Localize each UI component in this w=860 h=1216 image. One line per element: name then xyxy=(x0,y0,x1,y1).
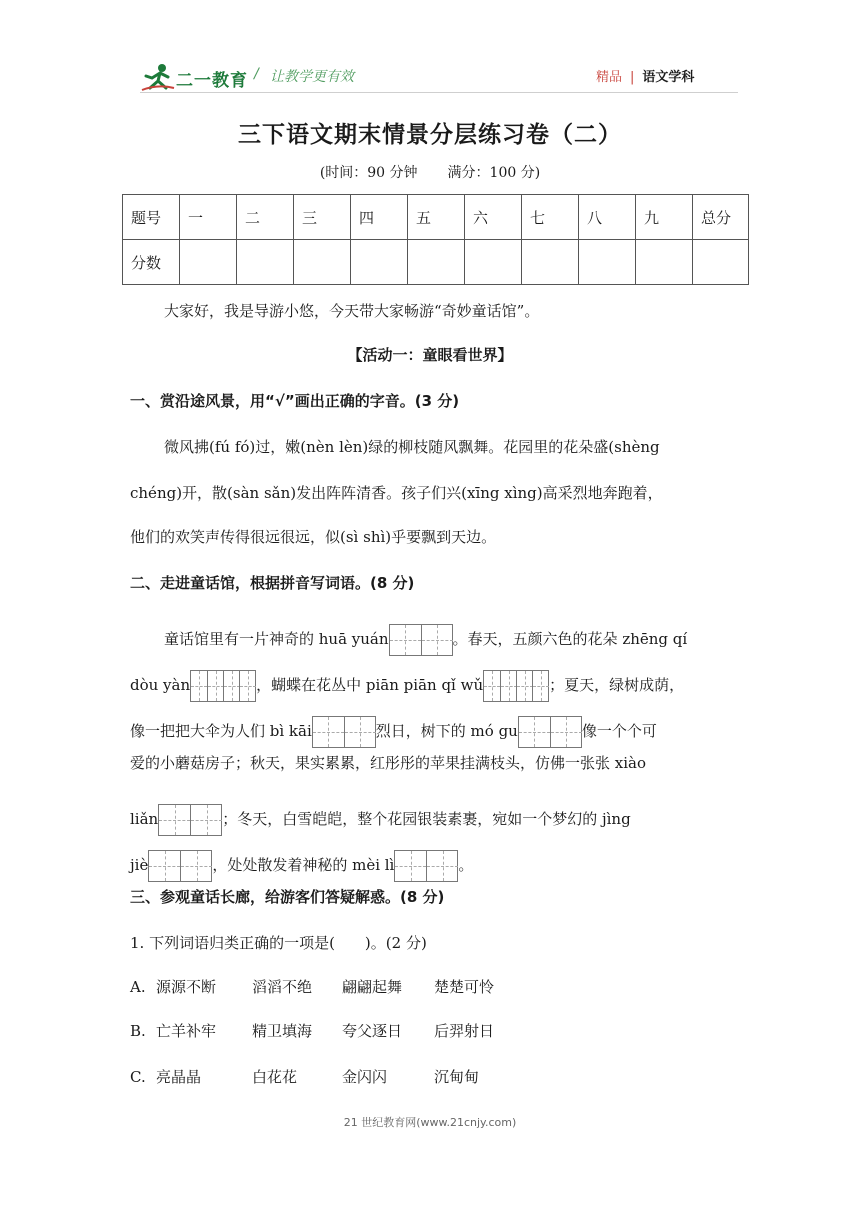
option-word: 沉甸甸 xyxy=(434,1068,480,1086)
exam-meta xyxy=(0,162,860,182)
page-title: 三下语文期末情景分层练习卷（二） xyxy=(238,122,622,148)
table-cell: 题号 xyxy=(123,195,180,240)
brand-name: 二一教育 xyxy=(176,71,248,91)
table-cell: 一 xyxy=(180,195,237,240)
header-separator: | xyxy=(630,70,635,85)
subject-tag: 语文学科 xyxy=(642,70,695,85)
q2-heading: 二、走进童话馆，根据拼音写词语。(8 分) xyxy=(130,574,415,592)
q2-line xyxy=(130,670,684,702)
q1-line: 微风拂(fú fó)过，嫩(nèn lèn)绿的柳枝随风飘舞。花园里的花朵盛(shèng xyxy=(164,438,660,456)
q3-option-a[interactable] xyxy=(130,976,494,997)
table-cell: 三 xyxy=(294,195,351,240)
q2-text: 童话馆里有一片神奇的 huā yuán xyxy=(164,630,389,648)
score-blank[interactable] xyxy=(693,240,749,285)
q1-line: 他们的欢笑声传得很远很远，似(sì shì)乎要飘到天边。 xyxy=(130,528,497,546)
option-word: 翩翩起舞 xyxy=(342,978,403,996)
option-word: 亮晶晶 xyxy=(156,1068,202,1086)
q2-text: 像一个个可 xyxy=(581,722,657,740)
score-blank[interactable] xyxy=(351,240,408,285)
brand-slash: / xyxy=(254,66,259,82)
q2-text: dòu yàn xyxy=(130,676,191,694)
q2-text: liǎn xyxy=(130,810,159,828)
option-word: 精卫填海 xyxy=(252,1022,313,1040)
score-blank[interactable] xyxy=(465,240,522,285)
exam-time: (时间：90 分钟 xyxy=(319,165,418,181)
score-table-score-row xyxy=(123,240,749,285)
answer-grid[interactable] xyxy=(190,670,256,702)
score-blank[interactable] xyxy=(237,240,294,285)
table-cell: 五 xyxy=(408,195,465,240)
q3-option-c[interactable] xyxy=(130,1066,479,1087)
exam-total-score: 满分：100 分) xyxy=(447,165,541,181)
answer-grid[interactable] xyxy=(483,670,549,702)
q2-line xyxy=(130,716,657,748)
runner-logo-icon xyxy=(140,62,176,92)
answer-grid[interactable] xyxy=(312,716,376,748)
table-cell: 四 xyxy=(351,195,408,240)
option-label: C. xyxy=(130,1068,146,1086)
option-word: 楚楚可怜 xyxy=(434,978,495,996)
table-cell: 二 xyxy=(237,195,294,240)
table-cell: 八 xyxy=(579,195,636,240)
table-cell: 总分 xyxy=(693,195,749,240)
activity-heading: 【活动一：童眼看世界】 xyxy=(347,346,513,364)
q2-line xyxy=(164,624,687,656)
q3-stem: 1. 下列词语归类正确的一项是( )。(2 分) xyxy=(130,934,427,952)
score-table-header-row xyxy=(123,195,749,240)
answer-grid[interactable] xyxy=(518,716,582,748)
q2-text: ；冬天，白雪皑皑，整个花园银装素裹，宛如一个梦幻的 jìng xyxy=(222,810,631,828)
q2-line xyxy=(130,804,631,836)
score-blank[interactable] xyxy=(579,240,636,285)
q2-text: 。春天，五颜六色的花朵 zhēng qí xyxy=(452,630,688,648)
table-cell: 分数 xyxy=(123,240,180,285)
score-table xyxy=(122,194,749,285)
brand-slogan: 让教学更有效 xyxy=(270,69,354,85)
q2-text: 像一把把大伞为人们 bì kāi xyxy=(130,722,312,740)
q2-text: ，处处散发着神秘的 mèi lì xyxy=(212,856,395,874)
score-blank[interactable] xyxy=(180,240,237,285)
option-word: 白花花 xyxy=(252,1068,298,1086)
q1-heading: 一、赏沿途风景，用“√”画出正确的字音。(3 分) xyxy=(130,392,460,410)
q3-option-b[interactable] xyxy=(130,1020,494,1041)
score-blank[interactable] xyxy=(294,240,351,285)
table-cell: 六 xyxy=(465,195,522,240)
option-label: A. xyxy=(130,978,146,996)
table-cell: 九 xyxy=(636,195,693,240)
header-tags xyxy=(596,66,694,85)
premium-tag: 精品 xyxy=(596,70,623,85)
q2-line: 爱的小蘑菇房子；秋天，果实累累，红彤彤的苹果挂满枝头，仿佛一张张 xiào xyxy=(130,754,647,772)
option-word: 夸父逐日 xyxy=(342,1022,403,1040)
option-word: 滔滔不绝 xyxy=(252,978,313,996)
intro-text: 大家好，我是导游小悠，今天带大家畅游“奇妙童话馆”。 xyxy=(164,302,540,320)
option-word: 源源不断 xyxy=(156,978,217,996)
score-blank[interactable] xyxy=(408,240,465,285)
answer-grid[interactable] xyxy=(389,624,453,656)
option-word: 金闪闪 xyxy=(342,1068,388,1086)
score-blank[interactable] xyxy=(636,240,693,285)
q2-text: ；夏天，绿树成荫， xyxy=(549,676,685,694)
option-word: 后羿射日 xyxy=(434,1022,495,1040)
answer-grid[interactable] xyxy=(148,850,212,882)
q1-line: chéng)开，散(sàn sǎn)发出阵阵清香。孩子们兴(xīng xìng)高采烈地奔跑着， xyxy=(130,484,663,502)
q2-text: jiè xyxy=(130,856,149,874)
header-divider xyxy=(140,92,738,93)
q2-text: ，蝴蝶在花丛中 piān piān qǐ wǔ xyxy=(256,676,484,694)
page-footer: 21 世纪教育网(www.21cnjy.com) xyxy=(343,1116,517,1129)
q2-text: 。 xyxy=(458,856,474,874)
q3-heading: 三、参观童话长廊，给游客们答疑解惑。(8 分) xyxy=(130,888,445,906)
score-blank[interactable] xyxy=(522,240,579,285)
q2-line xyxy=(130,850,473,882)
option-word: 亡羊补牢 xyxy=(156,1022,217,1040)
answer-grid[interactable] xyxy=(394,850,458,882)
table-cell: 七 xyxy=(522,195,579,240)
answer-grid[interactable] xyxy=(158,804,222,836)
q2-text: 烈日，树下的 mó gu xyxy=(375,722,518,740)
option-label: B. xyxy=(130,1022,146,1040)
